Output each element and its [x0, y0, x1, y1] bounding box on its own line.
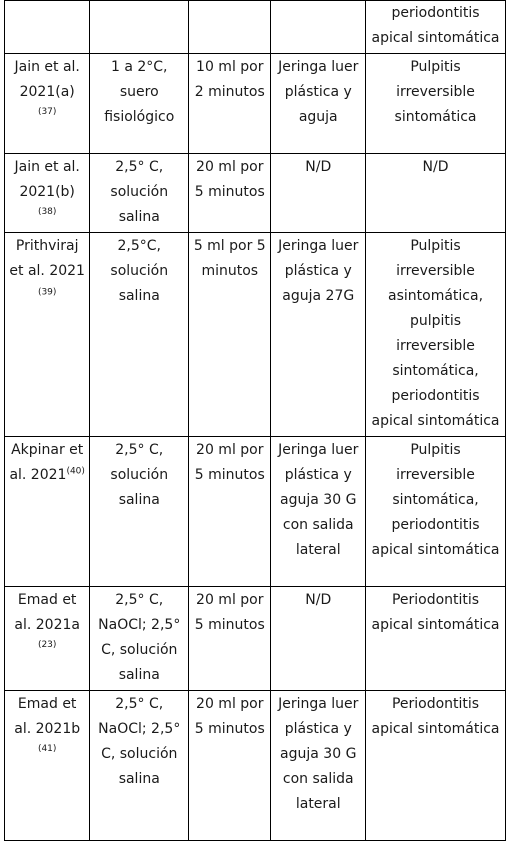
cell-volume: 20 ml por 5 minutos	[189, 691, 271, 841]
cell-volume	[189, 1, 271, 54]
cell-diagnosis: Pulpitis irreversible asintomática, pulpitis irreversible sintomática, periodontitis apical sintomática	[366, 233, 506, 437]
cell-volume: 20 ml por 5 minutos	[189, 154, 271, 233]
cell-device: N/D	[271, 154, 366, 233]
cell-author: Emad et al. 2021b (41)	[5, 691, 90, 841]
cell-temperature: 1 a 2°C, suero fisiológico	[90, 54, 189, 154]
reference-number: (39)	[37, 287, 57, 298]
table-row	[5, 691, 506, 841]
cell-temperature: 2,5° C, solución salina	[90, 154, 189, 233]
cell-author: Emad et al. 2021a (23)	[5, 587, 90, 691]
cell-volume: 5 ml por 5 minutos	[189, 233, 271, 437]
cell-diagnosis: periodontitis apical sintomática	[366, 1, 506, 54]
cell-author: Prithviraj et al. 2021 $^{(39)}$	[5, 233, 90, 437]
cell-device: Jeringa luer plástica y aguja	[271, 54, 366, 154]
cell-temperature: 2,5° C, NaOCl; 2,5° C, solución salina	[90, 587, 189, 691]
cell-author: Jain et al. 2021(b) (38)	[5, 154, 90, 233]
table-row	[5, 437, 506, 587]
table-row	[5, 1, 506, 54]
cell-author: Akpinar et al. 2021$^{(40)}$	[5, 437, 90, 587]
reference-number: (38)	[37, 207, 57, 217]
cell-device: Jeringa luer plástica y aguja 30 G con salida lateral	[271, 437, 366, 587]
reference-number: (37)	[37, 107, 57, 117]
cell-temperature	[90, 1, 189, 54]
cell-temperature: 2,5° C, NaOCl; 2,5° C, solución salina	[90, 691, 189, 841]
cell-volume: 10 ml por 2 minutos	[189, 54, 271, 154]
cell-author	[5, 1, 90, 54]
cell-diagnosis: Pulpitis irreversible sintomática, periodontitis apical sintomática	[366, 437, 506, 587]
study-table	[4, 0, 506, 841]
cell-device	[271, 1, 366, 54]
cell-temperature: 2,5° C, solución salina	[90, 437, 189, 587]
reference-number: (40)	[66, 466, 85, 477]
cell-diagnosis: Pulpitis irreversible sintomática	[366, 54, 506, 154]
cell-diagnosis: Periodontitis apical sintomática	[366, 587, 506, 691]
reference-number: (23)	[37, 640, 57, 650]
table-row	[5, 233, 506, 437]
cell-volume: 20 ml por 5 minutos	[189, 437, 271, 587]
cell-device: Jeringa luer plástica y aguja 30 G con salida lateral	[271, 691, 366, 841]
cell-volume: 20 ml por 5 minutos	[189, 587, 271, 691]
table-row	[5, 154, 506, 233]
cell-temperature: 2,5°C, solución salina	[90, 233, 189, 437]
table-row	[5, 54, 506, 154]
cell-author: Jain et al. 2021(a) (37)	[5, 54, 90, 154]
cell-diagnosis: Periodontitis apical sintomática	[366, 691, 506, 841]
cell-diagnosis: N/D	[366, 154, 506, 233]
table-row	[5, 587, 506, 691]
cell-device: N/D	[271, 587, 366, 691]
cell-device: Jeringa luer plástica y aguja 27G	[271, 233, 366, 437]
reference-number: (41)	[37, 744, 57, 754]
